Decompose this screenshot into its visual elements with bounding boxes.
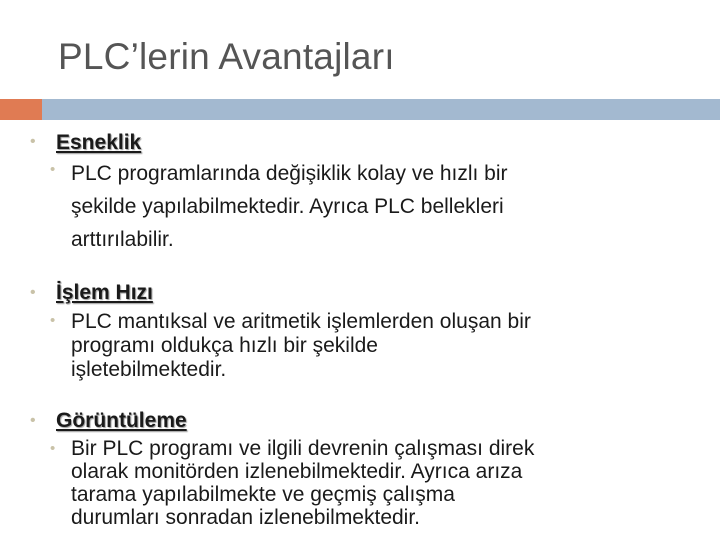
- body-line: olarak monitörden izlenebilmektedir. Ayrıca arıza: [71, 460, 523, 483]
- bullet-icon: •: [50, 440, 56, 457]
- section-heading: Görüntüleme: [56, 409, 187, 432]
- accent-bar-blue: [42, 99, 720, 120]
- body-line: durumları sonradan izlenebilmektedir.: [71, 506, 421, 529]
- body-line: işletebilmektedir.: [71, 358, 227, 381]
- section-heading: Esneklik: [56, 131, 142, 154]
- body-line: PLC mantıksal ve aritmetik işlemlerden oluşan bir: [71, 310, 531, 333]
- bullet-icon: •: [50, 161, 56, 178]
- body-line: arttırılabilir.: [71, 228, 174, 251]
- section-heading: İşlem Hızı: [56, 281, 153, 304]
- bullet-icon: •: [30, 412, 36, 429]
- body-line: PLC programlarında değişiklik kolay ve hızlı bir: [71, 162, 508, 185]
- section-body: [71, 157, 691, 256]
- bullet-icon: •: [50, 312, 56, 329]
- body-line: Bir PLC programı ve ilgili devrenin çalışması direk: [71, 437, 535, 460]
- section-body: [71, 310, 691, 382]
- bullet-icon: •: [30, 284, 36, 301]
- bullet-icon: •: [30, 133, 36, 150]
- slide-title: PLC’lerin Avantajları: [58, 36, 395, 77]
- body-line: programı oldukça hızlı bir şekilde: [71, 334, 378, 357]
- section-body: [71, 437, 691, 529]
- accent-bar-orange: [0, 99, 42, 120]
- body-line: şekilde yapılabilmektedir. Ayrıca PLC bellekleri: [71, 195, 504, 218]
- body-line: tarama yapılabilmekte ve geçmiş çalışma: [71, 483, 455, 506]
